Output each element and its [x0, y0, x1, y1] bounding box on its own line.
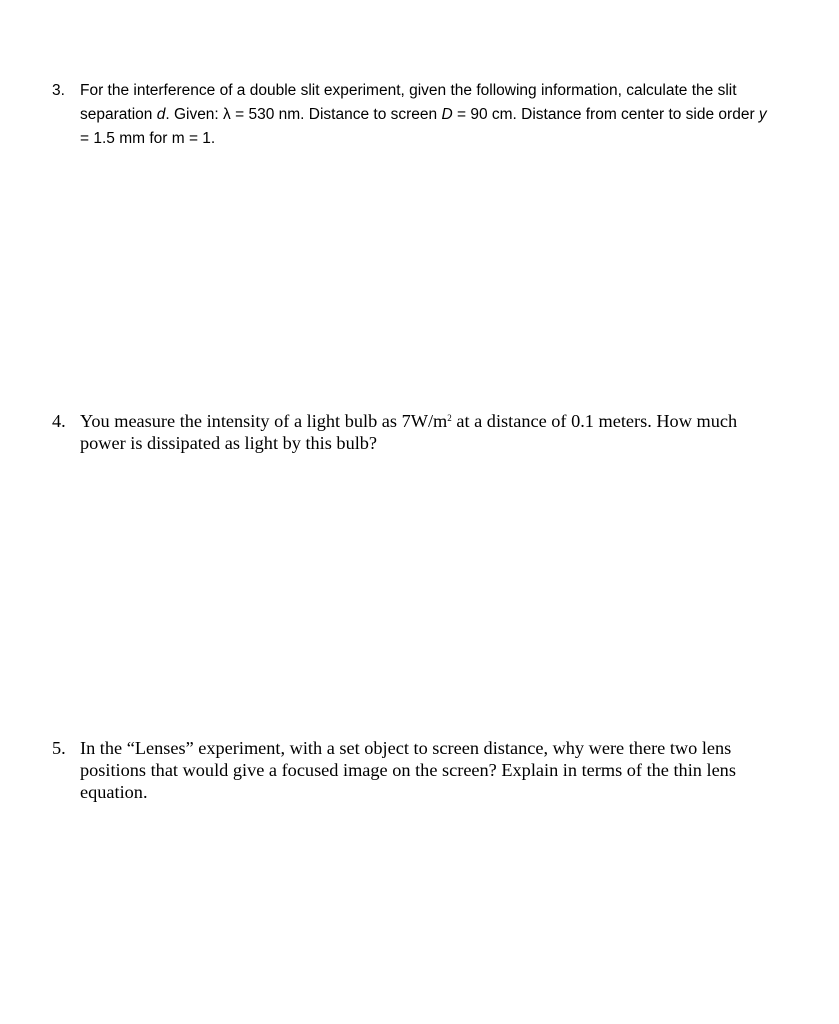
variable-y: y — [758, 106, 767, 123]
question-text-part: at a distance of 0.1 meters. How much power is dissipated as light by this bulb? — [80, 411, 738, 453]
variable-D: D — [441, 106, 453, 123]
variable-d: d — [156, 106, 166, 123]
question-5 — [52, 737, 772, 803]
question-4 — [52, 410, 772, 454]
question-text-part: . Given: λ = 530 nm. Distance to screen — [165, 106, 442, 123]
question-3 — [52, 79, 772, 151]
question-text-part: = 90 cm. Distance from center to side order — [452, 106, 759, 123]
question-text: In the “Lenses” experiment, with a set object to screen distance, why were there two lens positions that would give a focused image on the screen? Explain in terms of the thin lens equation. — [80, 738, 736, 802]
question-number: 3. — [52, 82, 65, 99]
question-text-part: = 1.5 mm for m = 1. — [80, 130, 216, 147]
question-text-part: For the interference of a double slit experiment, given the following information, calculate the slit separation — [80, 82, 737, 123]
superscript-exponent: 2 — [447, 413, 452, 423]
question-number: 5. — [52, 738, 66, 758]
question-text — [80, 410, 772, 454]
question-text-part: You measure the intensity of a light bulb as 7W/m — [80, 411, 448, 431]
question-text — [80, 79, 772, 151]
question-number: 4. — [52, 411, 66, 431]
